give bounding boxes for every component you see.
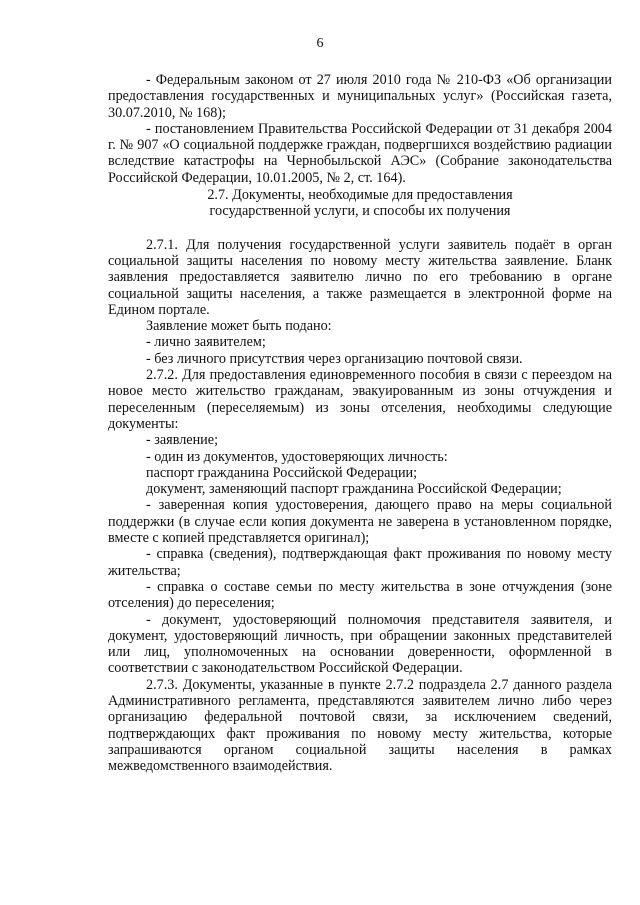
paragraph-2-7-3: 2.7.3. Документы, указанные в пункте 2.7.2 подраздела 2.7 данного раздела Административного регламента, представляются заявителем лично либо через организацию федеральной почтовой связи, за исключением сведений, подтверждающих факт проживания по новому месту жительства, которые запрашиваются органом социальной защиты населения в рамках межведомственного взаимодействия. <box>108 676 612 775</box>
list-item-certificate-copy: - заверенная копия удостоверения, дающего право на меры социальной поддержки (в случае если копия документа не заверена в установленном порядке, вместе с копией представляется оригинал); <box>108 497 612 547</box>
section-heading <box>108 187 612 220</box>
paragraph-decree-907: - постановлением Правительства Российской Федерации от 31 декабря 2004 г. № 907 «О социальной поддержке граждан, подвергшихся воздействию радиации вследствие катастрофы на Чернобыльской АЭС» (Собрание законодательства Российской Федерации, 10.01.2005, № 2, ст. 164). <box>108 120 612 186</box>
paragraph-2-7-1: 2.7.1. Для получения государственной услуги заявитель подаёт в орган социальной защиты населения по новому месту жительства заявление. Бланк заявления предоставляется заявителю лично по его требованию в органе социальной защиты населения, а также размещается в электронной форме на Едином портале. <box>108 236 612 318</box>
paragraph-law-210: - Федеральным законом от 27 июля 2010 года № 210-ФЗ «Об организации предоставления государственных и муниципальных услуг» (Российская газета, 30.07.2010, № 168); <box>108 72 612 121</box>
list-item-identity-doc: - один из документов, удостоверяющих личность: <box>146 448 448 465</box>
list-item-passport-substitute: документ, заменяющий паспорт гражданина Российской Федерации; <box>146 481 562 498</box>
list-item-in-person: - лично заявителем; <box>146 334 266 351</box>
list-item-by-post: - без личного присутствия через организацию почтовой связи. <box>146 350 523 367</box>
section-heading-line-2: государственной услуги, и способы их получения <box>209 203 511 220</box>
document-body <box>108 72 612 774</box>
list-item-representative-doc: - документ, удостоверяющий полномочия представителя заявителя, и документ, удостоверяющий личность, при обращении законных представителей или лиц, уполномоченных на основании доверенности, оформленной в соответствии с законодательством Российской Федерации. <box>108 611 612 677</box>
page-number: 6 <box>316 36 324 51</box>
list-item-passport: паспорт гражданина Российской Федерации; <box>146 464 418 481</box>
section-heading-line-1: 2.7. Документы, необходимые для предоставления <box>207 187 513 204</box>
paragraph-application-ways: Заявление может быть подано: <box>146 318 332 335</box>
list-item-residence-certificate: - справка (сведения), подтверждающая факт проживания по новому месту жительства; <box>108 546 612 579</box>
list-item-family-certificate: - справка о составе семьи по месту жительства в зоне отчуждения (зоне отселения) до переселения; <box>108 578 612 612</box>
paragraph-2-7-2: 2.7.2. Для предоставления единовременного пособия в связи с переездом на новое место жительство гражданам, эвакуированным из зоны отчуждения и переселенным (переселяемым) из зоны отселения, необходимы следующие документы: <box>108 367 612 432</box>
list-item-application: - заявление; <box>146 432 219 449</box>
